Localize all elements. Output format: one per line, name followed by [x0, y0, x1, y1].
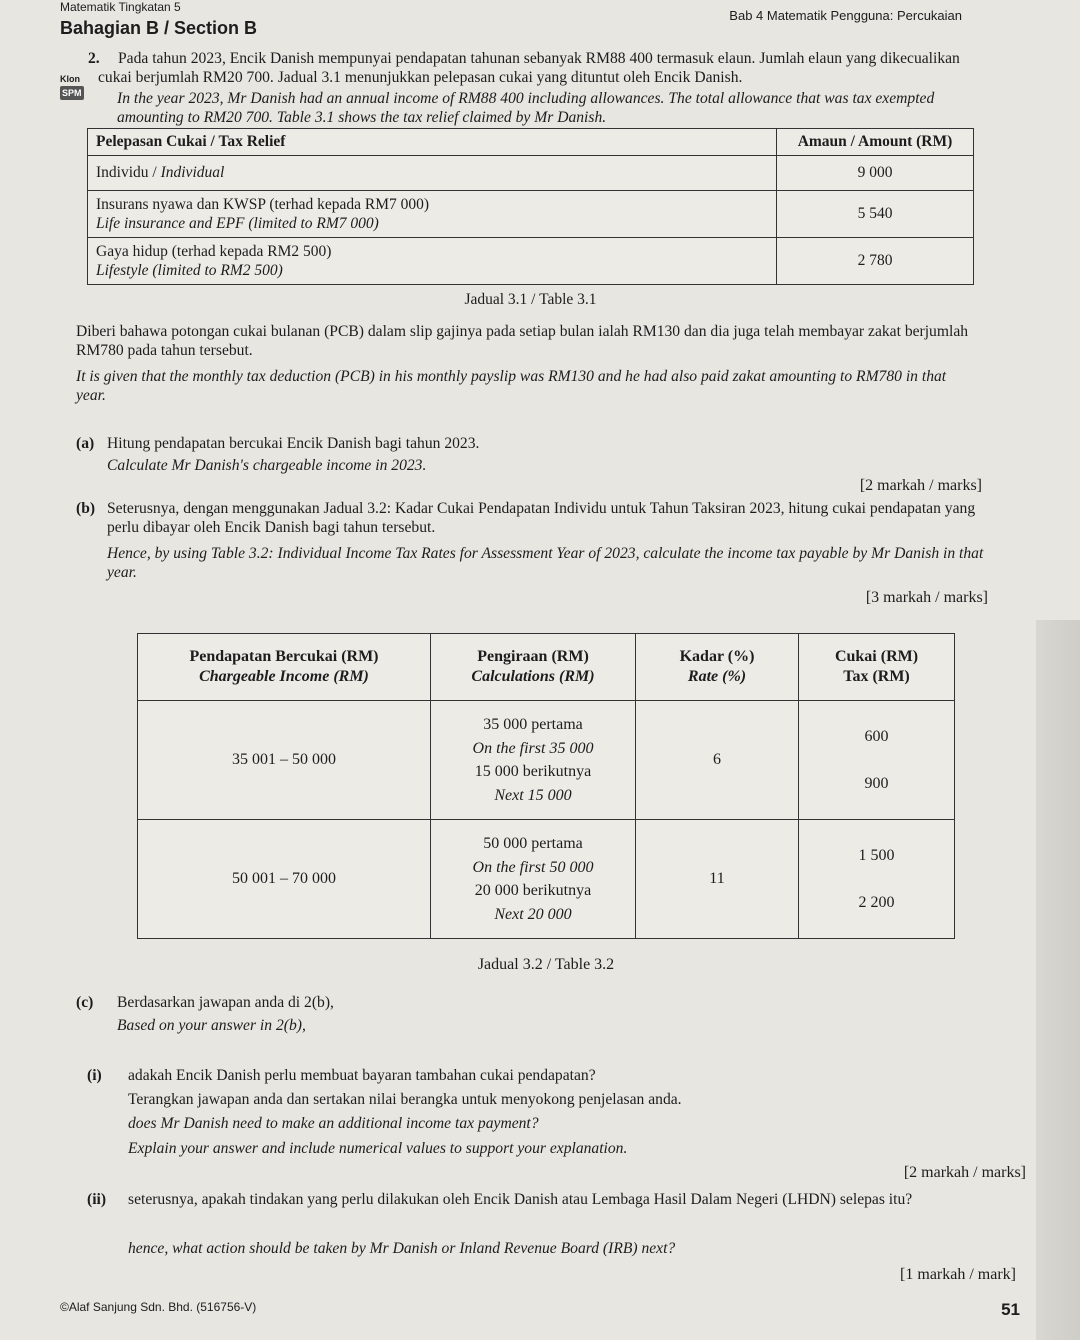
page-edge-shadow — [1036, 620, 1080, 1340]
side-tags — [60, 72, 84, 100]
relief-en: Lifestyle (limited to RM2 500) — [96, 262, 283, 279]
relief-cell: Individu / Individual — [88, 156, 777, 191]
amount-cell: 9 000 — [777, 156, 974, 191]
tax-cell — [799, 701, 955, 820]
amount-cell: 5 540 — [777, 191, 974, 238]
question-intro-en: In the year 2023, Mr Danish had an annual income of RM88 400 including allowances. The total allowance that was tax exempted amounting to RM20 700. Table 3.1 shows the tax relief claimed by Mr Danish. — [117, 90, 935, 126]
header-amount: Amaun / Amount (RM) — [777, 129, 974, 156]
klon-tag: Klon — [60, 74, 80, 84]
part-a-marks: [2 markah / marks] — [859, 477, 982, 494]
tax-cell — [799, 820, 955, 939]
table-row — [88, 156, 974, 191]
income-tax-rate-table — [137, 633, 955, 939]
part-c-ii-label: (ii) — [87, 1191, 107, 1208]
part-c-ii-marks: [1 markah / mark] — [900, 1266, 1016, 1283]
section-title: Bahagian B / Section B — [60, 18, 258, 38]
relief-ms: Gaya hidup (terhad kepada RM2 500) — [96, 243, 332, 260]
pcb-text-en: It is given that the monthly tax deduction (PCB) in his monthly payslip was RM130 and he had also paid zakat amounting to RM780 in that year. — [76, 368, 947, 404]
calc-line: 15 000 berikutnya — [474, 763, 592, 780]
relief-ms: Insurans nyawa dan KWSP (terhad kepada RM7 000) — [96, 196, 430, 213]
tax-value: 1 500 — [858, 847, 895, 864]
header-relief: Pelepasan Cukai / Tax Relief — [88, 129, 777, 156]
amount-cell: 2 780 — [777, 238, 974, 285]
relief-cell — [88, 238, 777, 285]
question-intro-ms: Pada tahun 2023, Encik Danish mempunyai pendapatan tahunan sebanyak RM88 400 termasuk elaun. Jumlah elaun yang dikecualikan cukai berjumlah RM20 700. Jadual 3.1 menunjukkan pelepasan cukai yang dituntut oleh Encik Danish. — [98, 50, 960, 86]
rate-cell: 6 — [636, 701, 799, 820]
part-b-en: Hence, by using Table 3.2: Individual Income Tax Rates for Assessment Year of 2023, calculate the income tax payable by Mr Danish in that year. — [107, 545, 984, 581]
tax-value: 900 — [864, 774, 889, 792]
table-header-row — [88, 129, 974, 156]
tax-relief-table — [87, 128, 974, 285]
page-number: 51 — [1001, 1300, 1020, 1319]
part-a-en: Calculate Mr Danish's chargeable income in 2023. — [107, 457, 427, 474]
rate-cell: 11 — [636, 820, 799, 939]
relief-ms: Individu — [96, 164, 149, 181]
calc-line: Next 20 000 — [494, 905, 572, 923]
table-row — [138, 820, 955, 939]
part-c-ii-en: hence, what action should be taken by Mr Danish or Inland Revenue Board (IRB) next? — [128, 1240, 676, 1257]
calc-line: On the first 50 000 — [472, 858, 594, 876]
income-range-cell: 50 001 – 70 000 — [138, 820, 431, 939]
header-chargeable-income — [138, 634, 431, 701]
part-c-en: Based on your answer in 2(b), — [117, 1017, 306, 1034]
pcb-text-ms: Diberi bahawa potongan cukai bulanan (PCB) dalam slip gajinya pada setiap bulan ialah RM130 dan dia juga telah membayar zakat berjumlah RM780 pada tahun tersebut. — [76, 323, 969, 359]
calculation-cell — [431, 820, 636, 939]
part-c-i-marks: [2 markah / marks] — [903, 1164, 1026, 1181]
calc-line: 50 000 pertama — [483, 835, 583, 852]
relief-en: Life insurance and EPF (limited to RM7 000) — [96, 215, 379, 232]
header-ms: Cukai (RM) — [834, 648, 919, 665]
calc-line: On the first 35 000 — [472, 739, 594, 757]
part-a-label: (a) — [76, 435, 95, 452]
publisher-footer: ©Alaf Sanjung Sdn. Bhd. (516756-V) — [60, 1300, 257, 1314]
header-calculations — [431, 634, 636, 701]
calc-line: 20 000 berikutnya — [474, 882, 592, 899]
relief-cell — [88, 191, 777, 238]
book-title: Matematik Tingkatan 5 — [60, 0, 181, 14]
spm-tag: SPM — [62, 88, 82, 98]
table-row — [138, 701, 955, 820]
part-c-ii-ms: seterusnya, apakah tindakan yang perlu dilakukan oleh Encik Danish atau Lembaga Hasil Dalam Negeri (LHDN) selepas itu? — [128, 1191, 913, 1208]
chapter-title: Bab 4 Matematik Pengguna: Percukaian — [729, 8, 962, 23]
part-c-i-en2: Explain your answer and include numerical values to support your explanation. — [128, 1140, 628, 1157]
part-a-ms: Hitung pendapatan bercukai Encik Danish bagi tahun 2023. — [107, 435, 480, 452]
tax-value: 2 200 — [858, 893, 895, 911]
header-en: Chargeable Income (RM) — [199, 668, 369, 685]
header-en: Rate (%) — [687, 668, 747, 685]
part-c-i-en1: does Mr Danish need to make an additional income tax payment? — [128, 1115, 539, 1132]
table2-caption: Jadual 3.2 / Table 3.2 — [477, 956, 615, 973]
income-range-cell: 35 001 – 50 000 — [138, 701, 431, 820]
header-ms: Pendapatan Bercukai (RM) — [189, 648, 379, 665]
part-c-label: (c) — [76, 994, 94, 1011]
part-c-i-ms2: Terangkan jawapan anda dan sertakan nilai berangka untuk menyokong penjelasan anda. — [128, 1091, 682, 1108]
header-tax — [799, 634, 955, 701]
part-b-ms: Seterusnya, dengan menggunakan Jadual 3.2: Kadar Cukai Pendapatan Individu untuk Tahun Taksiran 2023, hitung cukai pendapatan yang perlu dibayar oleh Encik Danish bagi tahun tersebut. — [107, 500, 976, 536]
header-en: Tax (RM) — [843, 668, 910, 685]
part-c-i-ms1: adakah Encik Danish perlu membuat bayaran tambahan cukai pendapatan? — [128, 1067, 596, 1084]
table-row — [88, 191, 974, 238]
part-b-label: (b) — [76, 500, 96, 517]
calculation-cell — [431, 701, 636, 820]
header-en: Calculations (RM) — [471, 668, 595, 685]
table-row — [88, 238, 974, 285]
question-number: 2. — [88, 50, 100, 67]
calc-line: 35 000 pertama — [483, 716, 583, 733]
relief-en: Individual — [160, 164, 225, 181]
part-c-ms: Berdasarkan jawapan anda di 2(b), — [117, 994, 334, 1011]
calc-line: Next 15 000 — [494, 786, 572, 804]
part-c-i-label: (i) — [87, 1067, 102, 1084]
header-rate — [636, 634, 799, 701]
table-header-row — [138, 634, 955, 701]
part-b-marks: [3 markah / marks] — [865, 589, 988, 606]
table1-caption: Jadual 3.1 / Table 3.1 — [464, 291, 597, 308]
header-ms: Kadar (%) — [679, 648, 755, 665]
tax-value: 600 — [864, 728, 889, 745]
header-ms: Pengiraan (RM) — [477, 648, 589, 665]
